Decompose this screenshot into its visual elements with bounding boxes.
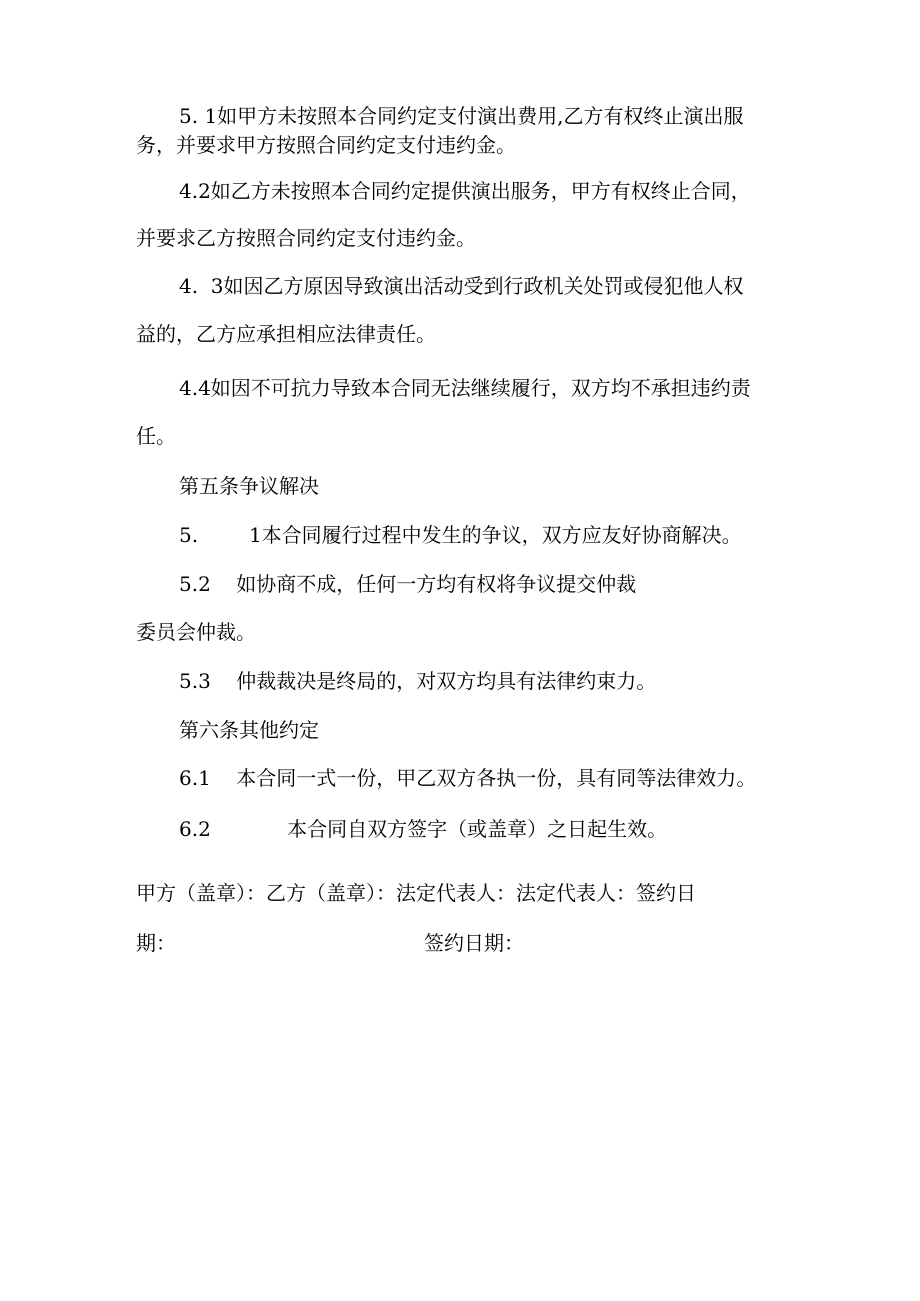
signature-line-2-left: 期： [136,931,176,955]
clause-4-2-line-1: 4.2如乙方未按照本合同约定提供演出服务，甲方有权终止合同， [179,179,751,203]
clause-4-2-line-2: 并要求乙方按照合同约定支付违约金。 [136,226,476,250]
signature-line-2-right: 签约日期： [424,931,524,955]
clause-4-3-line-2: 益的，乙方应承担相应法律责任。 [136,322,436,346]
section-5-heading: 第五条争议解决 [179,474,319,498]
clause-4-4-line-2: 任。 [136,424,176,448]
clause-5-1-line-1: 5. 1如甲方未按照本合同约定支付演出费用,乙方有权终止演出服 [179,104,744,128]
clause-5-1-line-2: 务，并要求甲方按照合同约定支付违约金。 [136,133,516,157]
clause-6-2: 6.2 本合同自双方签字（或盖章）之日起生效。 [179,817,668,841]
clause-4-3-line-1: 4. 3如因乙方原因导致演出活动受到行政机关处罚或侵犯他人权 [179,274,744,298]
clause-5-2-line-1: 5.2 如协商不成，任何一方均有权将争议提交仲裁 [179,572,637,596]
clause-5-3: 5.3 仲裁裁决是终局的，对双方均具有法律约束力。 [179,669,657,693]
clause-5-2-line-2: 委员会仲裁。 [136,620,256,644]
clause-5-1: 5. 1本合同履行过程中发生的争议，双方应友好协商解决。 [179,523,742,547]
clause-4-4-line-1: 4.4如因不可抗力导致本合同无法继续履行，双方均不承担违约责 [179,376,751,400]
clause-6-1: 6.1 本合同一式一份，甲乙双方各执一份，具有同等法律效力。 [179,766,757,790]
signature-line-1: 甲方（盖章）：乙方（盖章）：法定代表人：法定代表人：签约日 [136,881,696,905]
section-6-heading: 第六条其他约定 [179,718,319,742]
